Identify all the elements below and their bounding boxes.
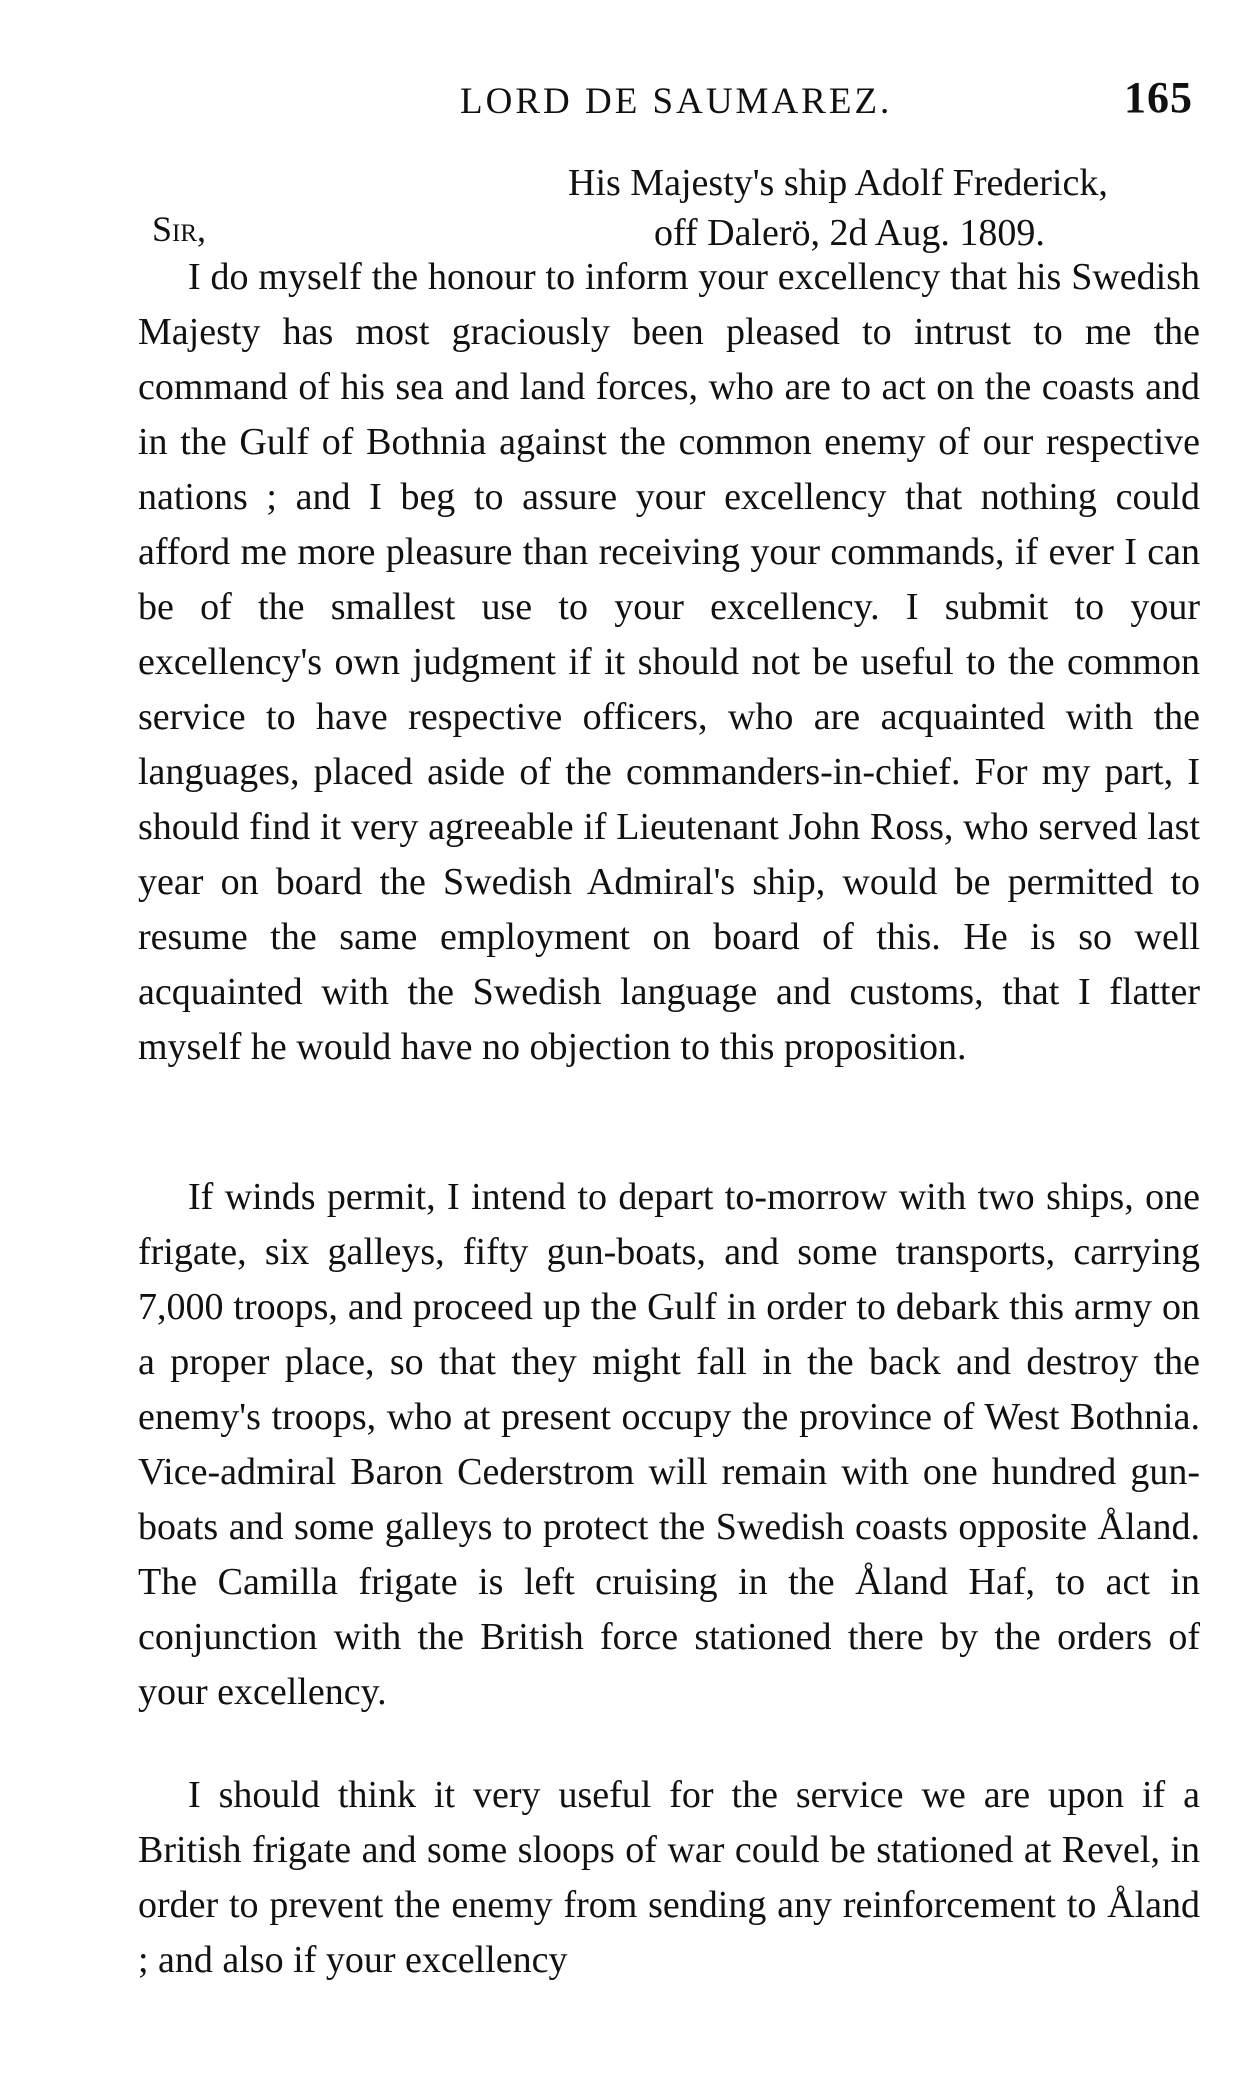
paragraph-text: I do myself the honour to inform your excellency that his Swedish Majesty has most graciously been pleased to intrust to me the command of his sea and land forces, who are to act on the coasts and in the Gulf of Bothnia against the common enemy of our respective nations ; and I beg to assure your excellency that nothing could afford me more pleasure than receiving your commands, if ever I can be of the smallest use to your excellency. I submit to your excellency's own judgment if it should not be useful to the common service to have respective officers, who are acquainted with the languages, placed aside of the commanders-in-chief. For my part, I should find it very agreeable if Lieutenant John Ross, who served last year on board the Swedish Admiral's ship, would be permitted to resume the same employment on board of this. He is so well acquainted with the Swedish language and customs, that I flatter myself he would have no objection to this proposition.	[138, 256, 1200, 1068]
dateline-place-date: off Dalerö, 2d Aug. 1809.	[654, 212, 1045, 254]
body-paragraph-1	[138, 250, 1200, 1075]
body-paragraph-2	[138, 1170, 1200, 1720]
page-number: 165	[1124, 73, 1193, 122]
dateline-ship: His Majesty's ship Adolf Frederick,	[568, 162, 1108, 204]
body-paragraph-3	[138, 1768, 1200, 1988]
paragraph-text: I should think it very useful for the service we are upon if a British frigate and some sloops of war could be stationed at Revel, in order to prevent the enemy from sending any reinforcement to Åland ; and also if your excellency	[138, 1774, 1200, 1981]
running-title: LORD DE SAUMAREZ.	[460, 81, 893, 122]
letter-salutation: Sir,	[152, 209, 207, 249]
paragraph-text: If winds permit, I intend to depart to-morrow with two ships, one frigate, six galleys, fifty gun-boats, and some transports, carrying 7,000 troops, and proceed up the Gulf in order to debark this army on a proper place, so that they might fall in the back and destroy the enemy's troops, who at present occupy the province of West Bothnia. Vice-admiral Baron Cederstrom will remain with one hundred gun-boats and some galleys to protect the Swedish coasts opposite Åland. The Camilla frigate is left cruising in the Åland Haf, to act in conjunction with the British force stationed there by the orders of your excellency.	[138, 1176, 1200, 1713]
letter-dateline	[568, 158, 1108, 258]
